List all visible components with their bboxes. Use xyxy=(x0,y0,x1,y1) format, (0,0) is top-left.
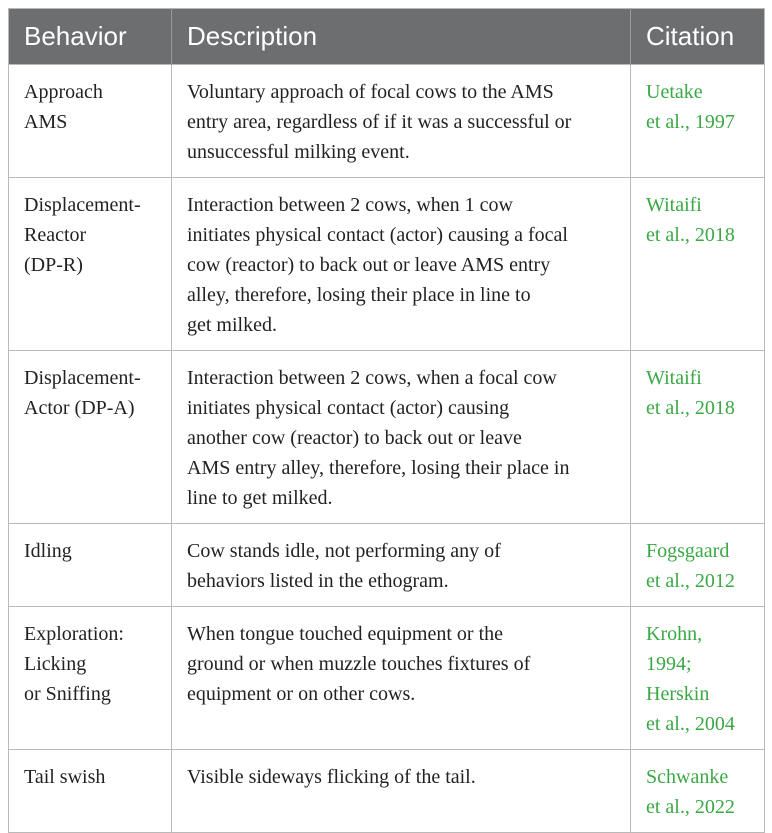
behavior-cell: Approach AMS xyxy=(9,65,172,178)
description-cell: Visible sideways flicking of the tail. xyxy=(172,750,631,833)
behavior-cell: Idling xyxy=(9,524,172,607)
description-cell: Interaction between 2 cows, when 1 cow initiates physical contact (actor) causing a focal cow (reactor) to back out or leave AMS entry alley, therefore, losing their place in line to get milked. xyxy=(172,178,631,351)
citation-link[interactable]: Schwanke et al., 2022 xyxy=(631,750,765,833)
header-behavior: Behavior xyxy=(24,21,127,51)
description-cell: When tongue touched equipment or the ground or when muzzle touches fixtures of equipment or on other cows. xyxy=(172,607,631,750)
table-row xyxy=(9,351,765,524)
behavior-cell: Tail swish xyxy=(9,750,172,833)
table-row xyxy=(9,750,765,833)
table-body xyxy=(9,65,765,833)
header-row xyxy=(9,9,765,65)
table-row xyxy=(9,607,765,750)
citation-link[interactable]: Uetake et al., 1997 xyxy=(631,65,765,178)
behavior-cell: Displacement- Actor (DP-A) xyxy=(9,351,172,524)
header-description: Description xyxy=(172,9,631,65)
table-row xyxy=(9,524,765,607)
citation-link[interactable]: Witaifi et al., 2018 xyxy=(631,351,765,524)
table-header xyxy=(9,9,765,65)
behavior-cell: Displacement- Reactor (DP-R) xyxy=(9,178,172,351)
ethogram-table xyxy=(8,8,765,833)
behavior-cell: Exploration: Licking or Sniffing xyxy=(9,607,172,750)
description-cell: Cow stands idle, not performing any of behaviors listed in the ethogram. xyxy=(172,524,631,607)
description-cell: Voluntary approach of focal cows to the AMS entry area, regardless of if it was a successful or unsuccessful milking event. xyxy=(172,65,631,178)
citation-link[interactable]: Fogsgaard et al., 2012 xyxy=(631,524,765,607)
header-citation: Citation xyxy=(631,9,765,65)
description-cell: Interaction between 2 cows, when a focal cow initiates physical contact (actor) causing another cow (reactor) to back out or leave AMS entry alley, therefore, losing their place in line to get milked. xyxy=(172,351,631,524)
table-row xyxy=(9,178,765,351)
citation-link[interactable]: Witaifi et al., 2018 xyxy=(631,178,765,351)
table-row xyxy=(9,65,765,178)
citation-link[interactable]: Krohn, 1994; Herskin et al., 2004 xyxy=(631,607,765,750)
